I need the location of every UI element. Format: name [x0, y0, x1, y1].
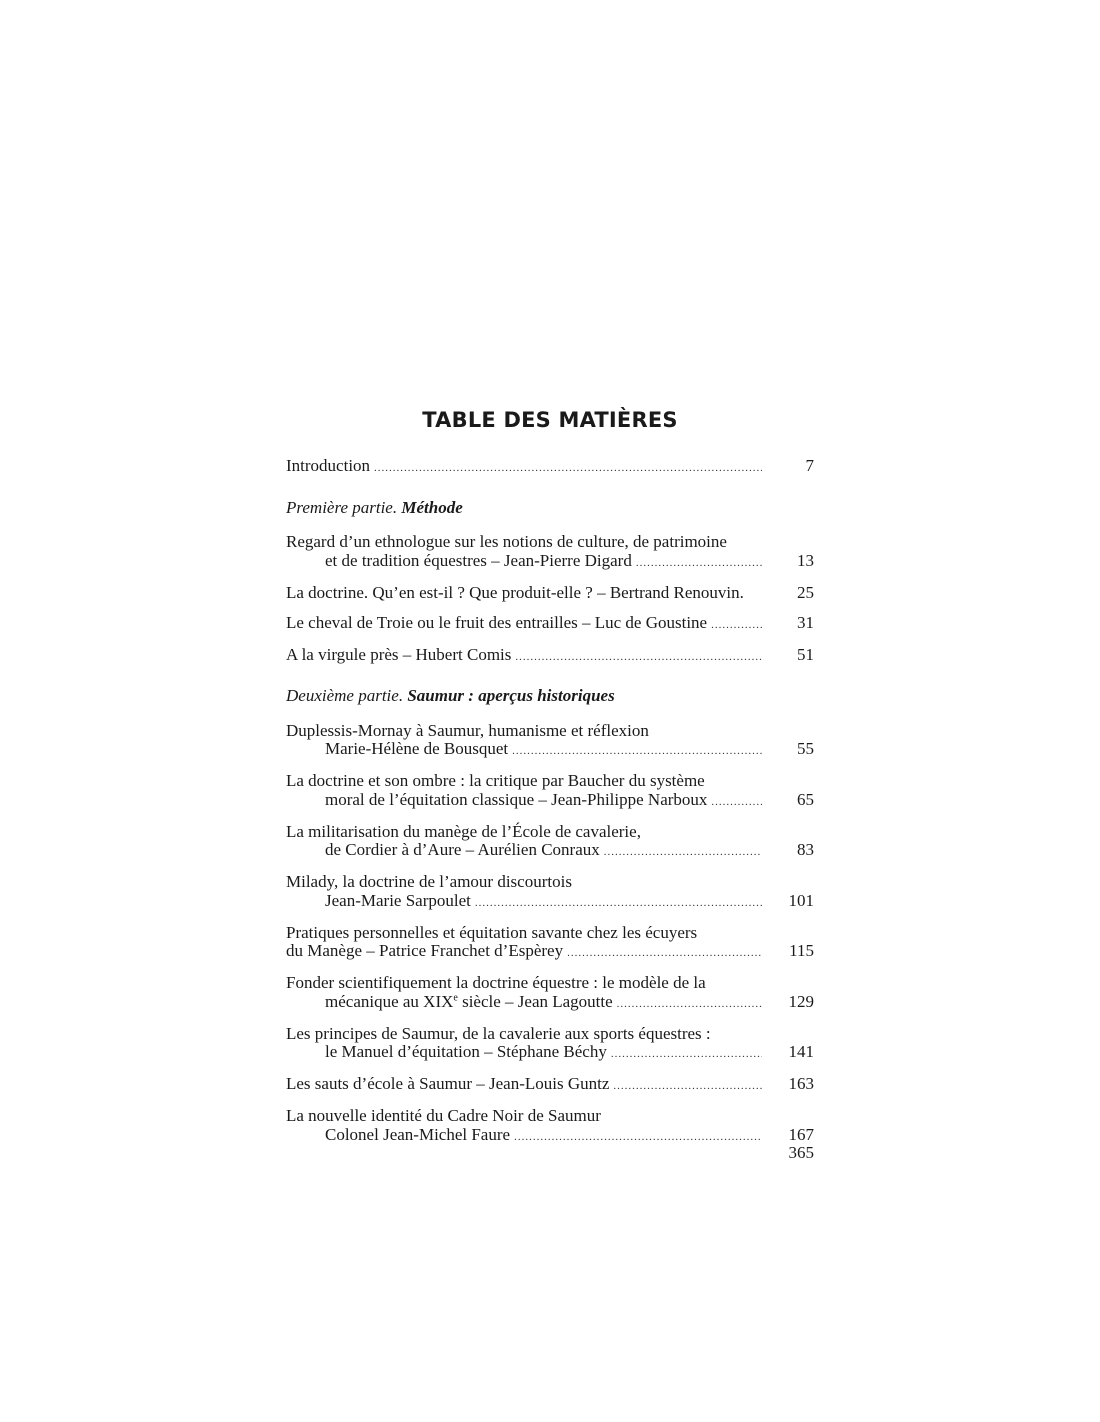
toc-entry[interactable]	[286, 924, 814, 963]
toc-entry-author: le Manuel d’équitation – Stéphane Béchy	[325, 1042, 607, 1061]
leader-dots	[711, 793, 762, 812]
toc-entry-title: Les sauts d’école à Saumur – Jean-Louis Guntz	[286, 1074, 610, 1093]
toc-page-number: 163	[788, 1074, 814, 1093]
toc-entry-author	[325, 993, 613, 1012]
leader-dots	[711, 616, 762, 635]
toc-entry-author: et de tradition équestres – Jean-Pierre Digard	[325, 550, 632, 570]
toc-entry-introduction[interactable]	[286, 457, 814, 478]
toc-entry-author: Jean-Marie Sarpoulet	[325, 890, 471, 910]
toc-entry[interactable]	[286, 1025, 814, 1064]
toc-entry-title: La nouvelle identité du Cadre Noir de Saumur	[286, 1106, 601, 1125]
toc-entry-title: Duplessis-Mornay à Saumur, humanisme et réflexion	[286, 720, 649, 740]
leader-dots	[604, 843, 762, 862]
toc-entry[interactable]	[286, 614, 814, 635]
leader-dots	[613, 1077, 762, 1096]
toc-entry-title: Milady, la doctrine de l’amour discourtois	[286, 872, 572, 891]
leader-dots	[636, 554, 762, 573]
toc-entry[interactable]	[286, 772, 814, 811]
toc-page-number: 55	[797, 739, 814, 758]
author-text: siècle – Jean Lagoutte	[457, 991, 613, 1011]
toc-page-number: 65	[797, 789, 814, 809]
toc-entry-title: Pratiques personnelles et équitation savante chez les écuyers	[286, 922, 698, 942]
toc-page-number: 51	[797, 644, 814, 664]
toc-page-number: 13	[797, 550, 814, 570]
leader-dots	[475, 894, 762, 913]
toc-entry[interactable]	[286, 584, 814, 603]
page-title: TABLE DES MATIÈRES	[422, 408, 678, 432]
toc-entry[interactable]	[286, 873, 814, 912]
leader-dots	[512, 742, 762, 761]
toc-entry-author: du Manège – Patrice Franchet d’Espèrey	[286, 941, 564, 960]
toc-page-number: 83	[797, 840, 814, 859]
toc-entry-title: Les principes de Saumur, de la cavalerie aux sports équestres :	[286, 1023, 711, 1043]
toc-entry-title: Fonder scientifiquement la doctrine équestre : le modèle de la	[286, 973, 706, 992]
toc-page-number: 25	[797, 582, 814, 602]
toc-page-number: 7	[805, 456, 814, 475]
toc-page-number: 129	[788, 991, 814, 1011]
toc-entry[interactable]	[286, 1107, 814, 1146]
toc-page-number: 141	[788, 1042, 814, 1061]
toc-entry[interactable]	[286, 974, 814, 1013]
toc-entry-title: Introduction	[286, 456, 371, 475]
century-text: mécanique au XIX	[325, 991, 454, 1011]
table-of-contents	[286, 457, 814, 1158]
toc-entry[interactable]	[286, 722, 814, 761]
toc-entry-author: Colonel Jean-Michel Faure	[325, 1124, 511, 1144]
toc-page-number: 101	[788, 890, 814, 910]
toc-entry-title: La doctrine et son ombre : la critique par Baucher du système	[286, 771, 705, 790]
toc-entry[interactable]	[286, 1075, 814, 1096]
toc-entry-title: La doctrine. Qu’en est-il ? Que produit-elle ? – Bertrand Renouvin.	[286, 582, 744, 602]
part-heading-2	[286, 687, 814, 706]
toc-entry-title: Regard d’un ethnologue sur les notions de culture, de patrimoine	[286, 532, 727, 551]
toc-page-number: 31	[797, 612, 814, 632]
page-number: 365	[788, 1143, 814, 1162]
toc-entry-title: La militarisation du manège de l’École de cavalerie,	[286, 821, 641, 841]
toc-entry[interactable]	[286, 646, 814, 667]
part-name: Saumur : aperçus historiques	[407, 686, 615, 705]
leader-dots	[567, 944, 762, 963]
toc-entry-author: Marie-Hélène de Bousquet	[325, 739, 509, 758]
leader-dots	[515, 648, 762, 667]
leader-dots	[374, 459, 762, 478]
toc-entry-title: Le cheval de Troie ou le fruit des entrailles – Luc de Goustine	[286, 612, 708, 632]
toc-page-number: 167	[788, 1124, 814, 1144]
toc-entry-author: de Cordier à d’Aure – Aurélien Conraux	[325, 840, 600, 859]
part-heading-1	[286, 499, 814, 518]
leader-dots	[617, 995, 762, 1014]
toc-page-number: 115	[789, 941, 814, 960]
part-prefix: Première partie.	[286, 497, 398, 517]
toc-entry[interactable]	[286, 533, 814, 572]
toc-entry-author: moral de l’équitation classique – Jean-Philippe Narboux	[325, 789, 708, 809]
leader-dots	[611, 1045, 762, 1064]
part-name: Méthode	[401, 497, 463, 517]
leader-dots	[514, 1128, 762, 1147]
part-prefix: Deuxième partie.	[286, 686, 404, 705]
superscript: e	[453, 991, 458, 1003]
toc-entry-title: A la virgule près – Hubert Comis	[286, 644, 512, 664]
toc-entry[interactable]	[286, 823, 814, 862]
